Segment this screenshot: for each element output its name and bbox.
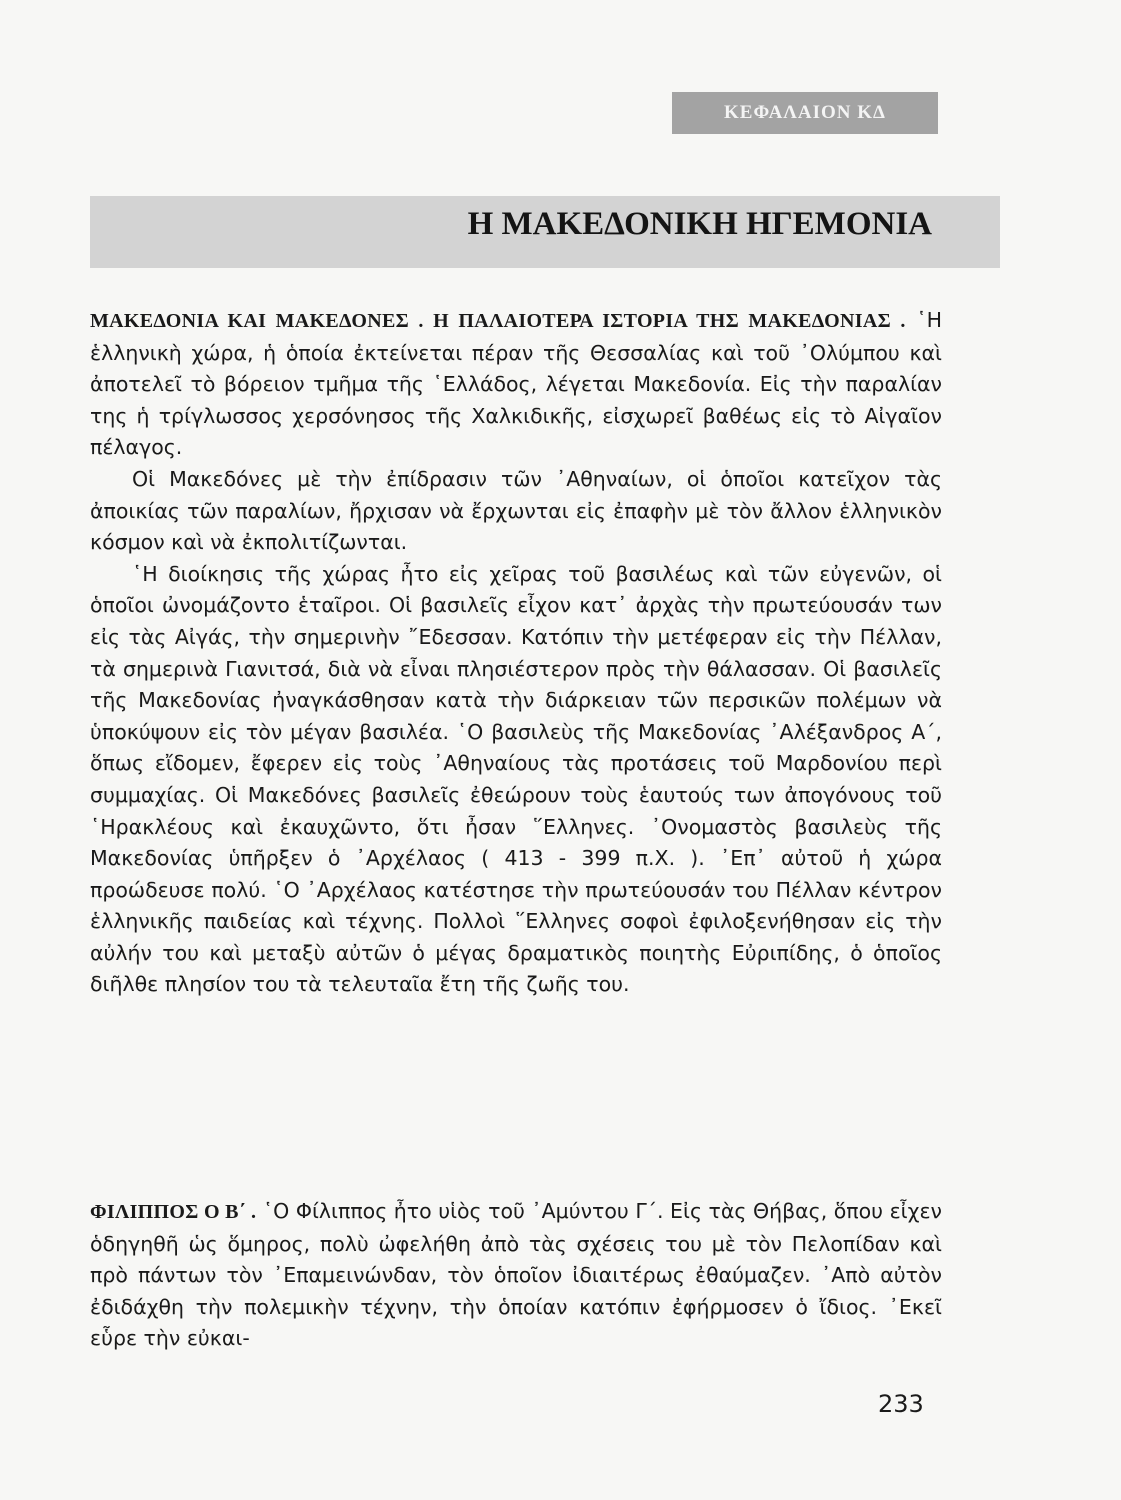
title-banner (90, 196, 1000, 268)
section-paragraph (90, 1196, 942, 1355)
paragraph-text: ῾Ο Φίλιππος ἦτο υἱὸς τοῦ ᾽Αμύντου Γ΄. Εἰς τὰς Θήβας, ὅπου εἶχεν ὁδηγηθῆ ὡς ὅμηρος, πολὺ ὠφελήθη ἀπὸ τὰς σχέσεις του μὲ τὸν Πελοπίδαν καὶ πρὸ πάντων τὸν ᾽Επαμεινώνδαν, τὸν ὁποῖον ἰδιαιτέρως ἐθαύμαζεν. ᾽Απὸ αὐτὸν ἐδιδάχθη τὴν πολεμικὴν τέχνην, τὴν ὁποίαν κατόπιν ἐφήρμοσεν ὁ ἴδιος. ᾽Εκεῖ εὗρε τὴν εὐκαι- (90, 1199, 942, 1351)
section-paragraph-1 (90, 305, 942, 464)
page-title: Η ΜΑΚΕΔΟΝΙΚΗ ΗΓΕΜΟΝΙΑ (467, 206, 932, 242)
section-paragraph-2: Οἱ Μακεδόνες μὲ τὴν ἐπίδρασιν τῶν ᾽Αθηναίων, οἱ ὁποῖοι κατεῖχον τὰς ἀποικίας τῶν παραλίων, ἤρχισαν νὰ ἔρχωνται εἰς ἐπαφὴν μὲ τὸν ἄλλον ἑλληνικὸν κόσμον καὶ νὰ ἐκπολιτίζωνται. (90, 466, 942, 555)
section-heading: ΜΑΚΕΔΟΝΙΑ ΚΑΙ ΜΑΚΕΔΟΝΕΣ . Η ΠΑΛΑΙΟΤΕΡΑ ΙΣΤΟΡΙΑ ΤΗΣ ΜΑΚΕΔΟΝΙΑΣ . (90, 310, 906, 332)
section-heading: ΦΙΛΙΠΠΟΣ Ο Β΄ . (90, 1201, 257, 1223)
section-paragraph-3: ῾Η διοίκησις τῆς χώρας ἦτο εἰς χεῖρας τοῦ βασιλέως καὶ τῶν εὐγενῶν, οἱ ὁποῖοι ὠνομάζοντο ἑταῖροι. Οἱ βασιλεῖς εἶχον κατ᾽ ἀρχὰς τὴν πρωτεύουσάν των εἰς τὰς Αἰγάς, τὴν σημερινὴν ῎Εδεσσαν. Κατόπιν τὴν μετέφεραν εἰς τὴν Πέλλαν, τὰ σημερινὰ Γιανιτσά, διὰ νὰ εἶναι πλησιέστερον πρὸς τὴν θάλασσαν. Οἱ βασιλεῖς τῆς Μακεδονίας ἠναγκάσθησαν κατὰ τὴν διάρκειαν τῶν περσικῶν πολέμων νὰ ὑποκύψουν εἰς τὸν μέγαν βασιλέα. ῾Ο βασιλεὺς τῆς Μακεδονίας ᾽Αλέξανδρος Α΄, ὅπως εἴδομεν, ἔφερεν εἰς τοὺς ᾽Αθηναίους τὰς προτάσεις τοῦ Μαρδονίου περὶ συμμαχίας. Οἱ Μακεδόνες βασιλεῖς ἐθεώρουν τοὺς ἑαυτούς των ἀπογόνους τοῦ ῾Ηρακλέους καὶ ἐκαυχῶντο, ὅτι ἦσαν ῞Ελληνες. ᾽Ονομαστὸς βασιλεὺς τῆς Μακεδονίας ὑπῆρξεν ὁ ᾽Αρχέλαος ( 413 - 399 π.Χ. ). ᾽Επ᾽ αὐτοῦ ἡ χώρα προώδευσε πολύ. ῾Ο ᾽Αρχέλαος κατέστησε τὴν πρωτεύουσάν του Πέλλαν κέντρον ἑλληνικῆς παιδείας καὶ τέχνης. Πολλοὶ ῞Ελληνες σοφοὶ ἐφιλοξενήθησαν εἰς τὴν αὐλήν του καὶ μεταξὺ αὐτῶν ὁ μέγας δραματικὸς ποιητὴς Εὐριπίδης, ὁ ὁποῖος διῆλθε πλησίον του τὰ τελευταῖα ἔτη τῆς ζωῆς του. (90, 561, 942, 997)
chapter-label: ΚΕΦΑΛΑΙΟΝ ΚΔ (672, 92, 938, 134)
section-macedonia (90, 305, 942, 1001)
paragraph-text: ῾Η ἑλληνικὴ χώρα, ἡ ὁποία ἐκτείνεται πέραν τῆς Θεσσαλίας καὶ τοῦ ᾽Ολύμπου καὶ ἀποτελεῖ τὸ βόρειον τμῆμα τῆς ῾Ελλάδος, λέγεται Μακεδονία. Εἰς τὴν παραλίαν της ἡ τρίγλωσσος χερσόνησος τῆς Χαλκιδικῆς, εἰσχωρεῖ βαθέως εἰς τὸ Αἰγαῖον πέλαγος. (90, 308, 942, 460)
section-philip (90, 1196, 942, 1355)
page-number: 233 (878, 1390, 924, 1418)
